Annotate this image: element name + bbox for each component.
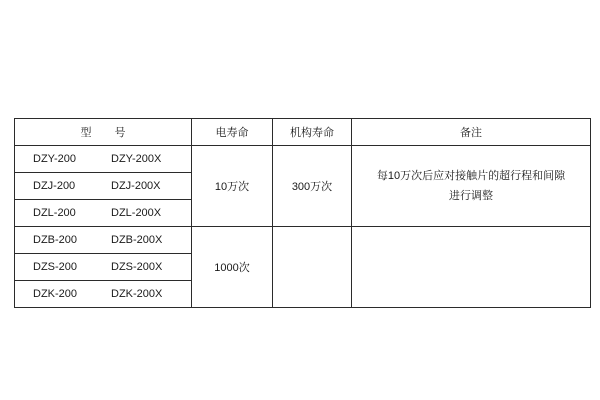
column-header-electrical-life: 电寿命 (192, 119, 273, 146)
table-header-row (15, 119, 591, 146)
column-header-model: 型 号 (15, 119, 192, 146)
model-cell (15, 146, 192, 173)
model-cell (15, 173, 192, 200)
electrical-life-group-2: 1000次 (192, 227, 273, 308)
model-code-primary: DZK-200 (33, 288, 78, 300)
column-header-remark: 备注 (352, 119, 591, 146)
model-code-primary: DZL-200 (33, 207, 76, 219)
table-row (15, 227, 591, 254)
model-code-variant: DZK-200X (111, 288, 163, 300)
model-code-variant: DZY-200X (111, 153, 162, 165)
table-body (15, 146, 591, 308)
model-cell (15, 254, 192, 281)
model-pair (15, 207, 191, 219)
model-pair (15, 153, 191, 165)
electrical-life-group-1: 10万次 (192, 146, 273, 227)
model-pair (15, 180, 191, 192)
table-row (15, 146, 591, 173)
mechanical-life-empty (273, 227, 352, 308)
column-header-mechanical-life: 机构寿命 (273, 119, 352, 146)
model-cell (15, 281, 192, 308)
model-code-variant: DZS-200X (111, 261, 163, 273)
model-code-variant: DZJ-200X (111, 180, 161, 192)
model-cell (15, 200, 192, 227)
model-code-primary: DZS-200 (33, 261, 78, 273)
specification-table (14, 118, 591, 308)
remark-line-1: 每10万次后应对接触片的超行程和间隙 (376, 169, 566, 182)
model-cell (15, 227, 192, 254)
model-pair (15, 234, 191, 246)
model-code-primary: DZJ-200 (33, 180, 76, 192)
remark-cell (352, 146, 591, 227)
model-pair (15, 288, 191, 300)
mechanical-life-value: 300万次 (273, 146, 352, 227)
remark-empty (352, 227, 591, 308)
model-code-variant: DZB-200X (111, 234, 163, 246)
table-header (15, 119, 591, 146)
model-pair (15, 261, 191, 273)
model-code-variant: DZL-200X (111, 207, 162, 219)
model-code-primary: DZY-200 (33, 153, 77, 165)
remark-line-2: 进行调整 (449, 190, 493, 202)
model-code-primary: DZB-200 (33, 234, 78, 246)
